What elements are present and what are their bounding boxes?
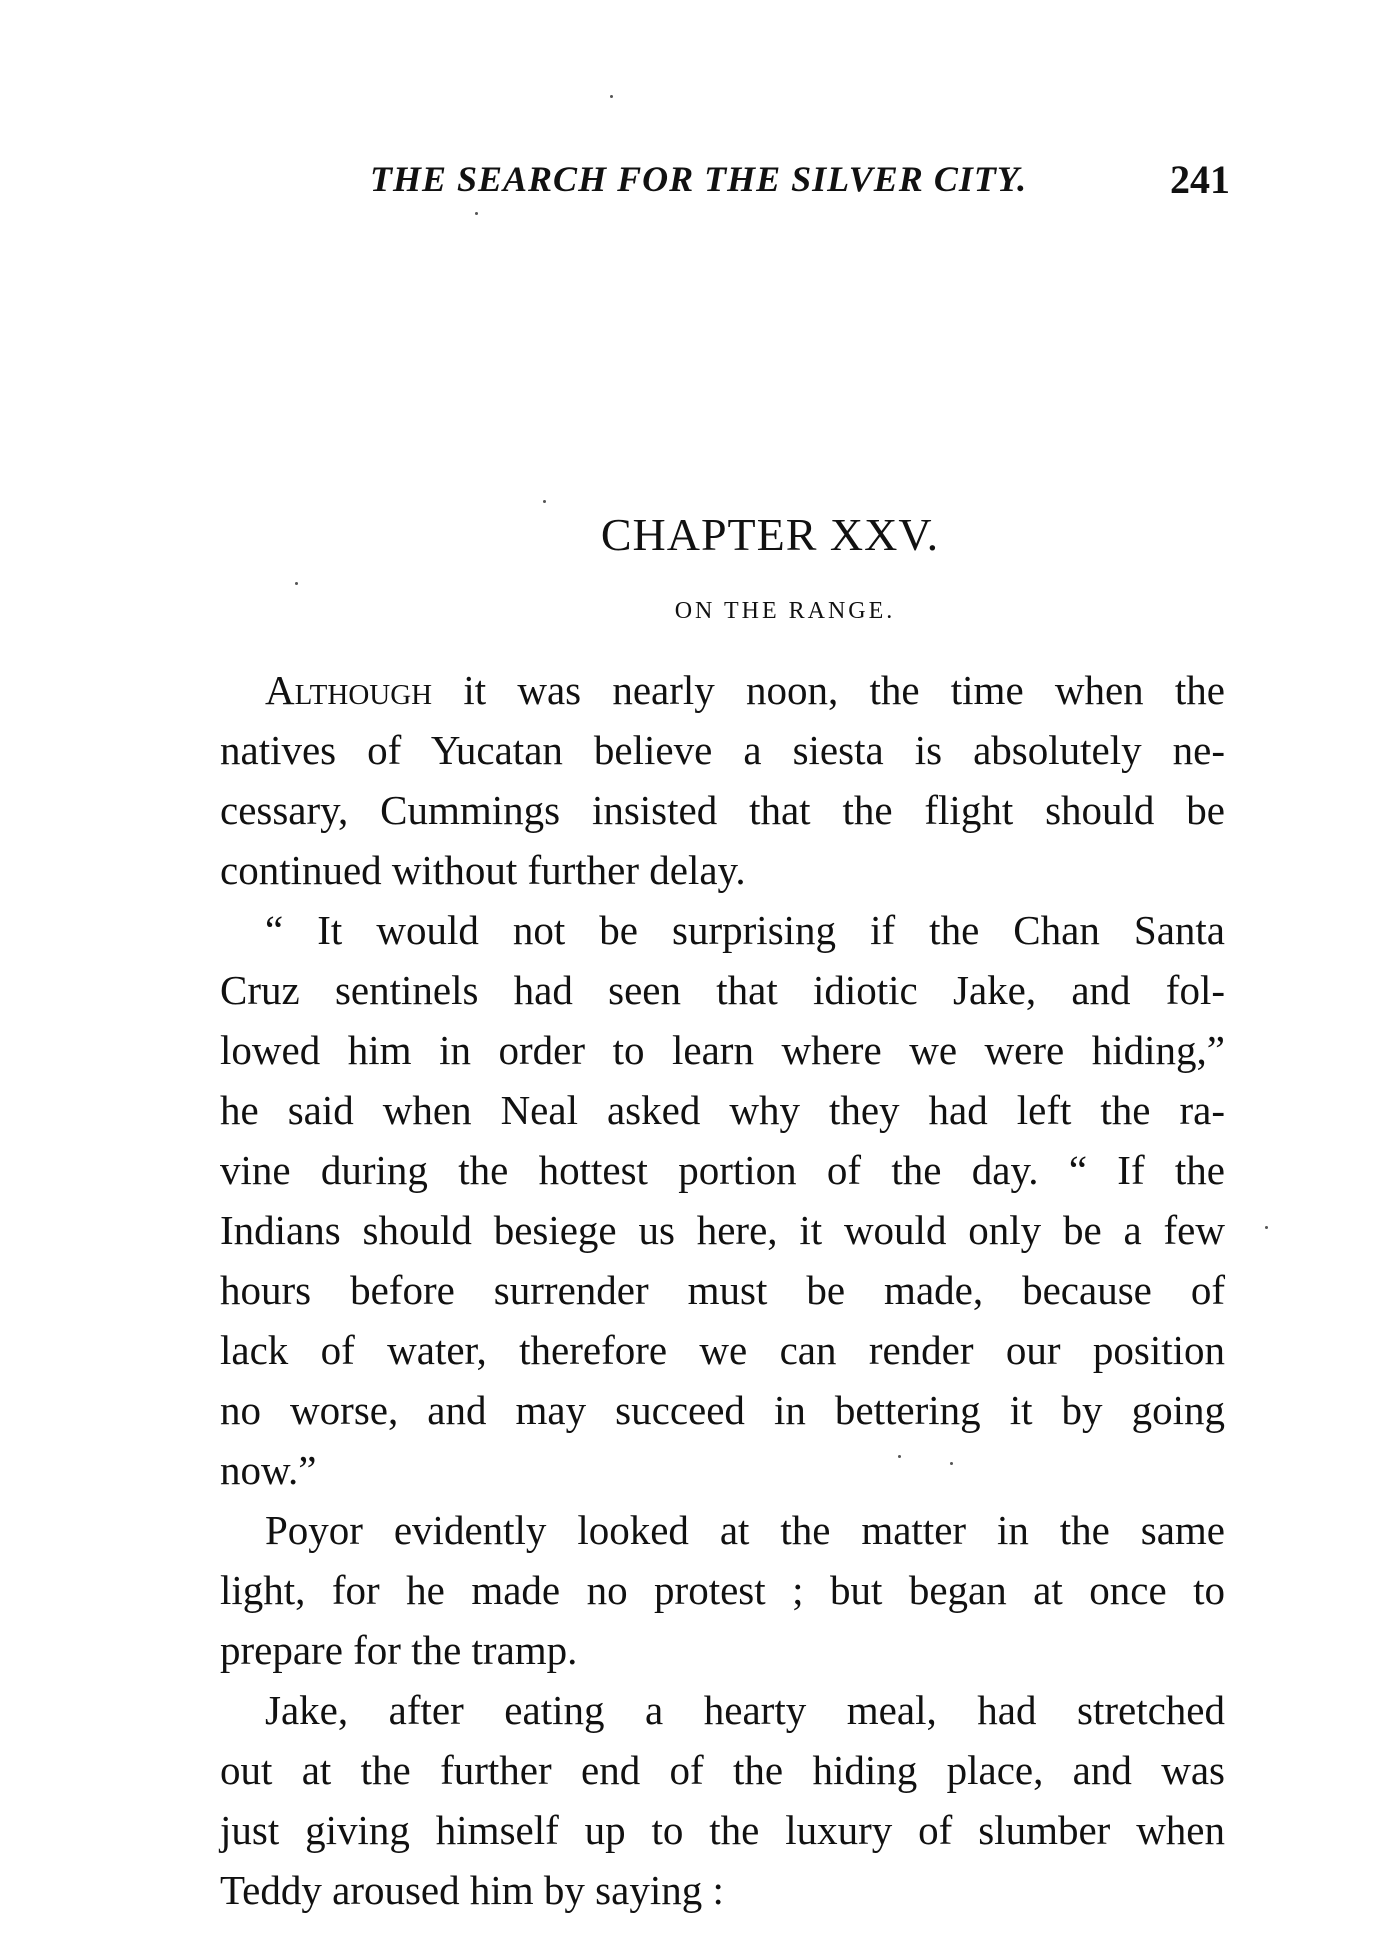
paper-speck [475, 212, 478, 215]
running-head: THE SEARCH FOR THE SILVER CITY. [370, 159, 1028, 199]
text-line: now.” [220, 1447, 317, 1493]
text-line: cessary, Cummings insisted that the flight should be [220, 787, 1225, 833]
paper-speck [950, 1462, 953, 1465]
paper-speck [295, 582, 298, 585]
text-line: no worse, and may succeed in bettering it by going [220, 1387, 1225, 1433]
text-line: light, for he made no protest ; but began at once to [220, 1567, 1225, 1613]
text-line: Jake, after eating a hearty meal, had stretched [265, 1687, 1225, 1733]
text-line: Poyor evidently looked at the matter in the same [265, 1507, 1225, 1553]
text-line: Cruz sentinels had seen that idiotic Jake, and fol- [220, 967, 1225, 1013]
paper-speck [543, 500, 546, 503]
text-line: “ It would not be surprising if the Chan Santa [265, 907, 1225, 953]
text-line: prepare for the tramp. [220, 1627, 578, 1673]
paper-speck [898, 1455, 901, 1458]
chapter-title: CHAPTER XXV. [600, 509, 940, 560]
text-line: continued without further delay. [220, 847, 746, 893]
text-line: natives of Yucatan believe a siesta is absolutely ne- [220, 727, 1225, 773]
text-line: out at the further end of the hiding place, and was [220, 1747, 1225, 1793]
text-line: just giving himself up to the luxury of slumber when [220, 1807, 1225, 1853]
paper-speck [1265, 1226, 1268, 1229]
text-line: Although it was nearly noon, the time when the [265, 667, 1225, 713]
text-line: Teddy aroused him by saying : [220, 1867, 724, 1913]
text-line: Indians should besiege us here, it would only be a few [220, 1207, 1225, 1253]
lead-word: Although [265, 667, 433, 713]
text-line: lack of water, therefore we can render our position [220, 1327, 1225, 1373]
chapter-subtitle: ON THE RANGE. [674, 598, 896, 624]
page-number: 241 [1170, 157, 1230, 202]
text-line: vine during the hottest portion of the day. “ If the [220, 1147, 1225, 1193]
text-line: he said when Neal asked why they had left the ra- [220, 1087, 1225, 1133]
paper-speck [610, 95, 613, 98]
text-line: lowed him in order to learn where we were hiding,” [220, 1027, 1225, 1073]
text-line: hours before surrender must be made, because of [220, 1267, 1225, 1313]
